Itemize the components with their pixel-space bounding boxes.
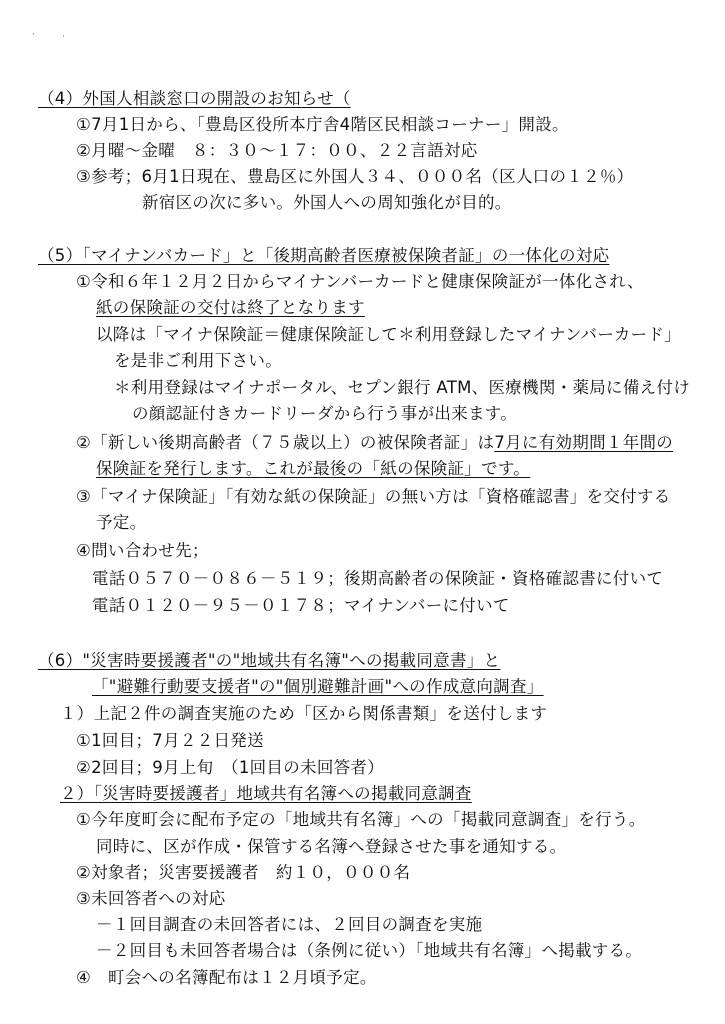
section-5-item-3: ③「マイナ保険証」「有効な紙の保険証」の無い方は「資格確認書」を交付する <box>76 487 671 506</box>
scan-mark: · <box>62 32 65 42</box>
section-5-item-2-text: ②「新しい後期高齢者（７５歳以上）の被保険者証」は <box>76 433 495 452</box>
section-5-item-1-notice: 紙の保険証の交付は終了となります <box>96 298 365 317</box>
section-6-heading-2: 「"避難行動要支援者"の"個別避難計画"への作成意向調査」 <box>92 677 544 696</box>
section-6-heading: （6）"災害時要援護者"の"地域共有名簿"への掲載同意書」と <box>38 651 501 670</box>
scan-mark: · <box>32 30 35 40</box>
section-4-heading: （4）外国人相談窓口の開設のお知らせ（ <box>38 89 351 108</box>
section-6-part-1-item-1: ①1回目；7月２２日発送 <box>76 731 264 750</box>
section-5-phone-1: 電話０５７０－０８６－５１９；後期高齢者の保険証・資格確認書に付いて <box>92 569 664 588</box>
section-5-item-2-final: これが最後の「紙の保険証」です。 <box>262 459 531 478</box>
section-5-item-2-issue: 保険証を発行します。 <box>96 459 263 478</box>
section-5-item-4: ④問い合わせ先； <box>76 541 209 560</box>
section-4-item-3: ③参考；6月1日現在、豊島区に外国人３４、０００名（区人口の１２％） <box>76 167 634 186</box>
section-5-item-1-note: ＊利用登録はマイナポータル、セプン銀行 ATM、医療機関・薬局に備え付け <box>114 378 691 397</box>
section-5-item-1-text-cont: を是非ご利用下さい。 <box>114 351 282 370</box>
section-5-item-1-text: 以降は「マイナ保険証＝健康保険証して＊利用登録したマイナンバーカード」 <box>96 325 682 344</box>
section-6-part-2-item-3-b: －２回目も未回答者場合は（条例に従い）「地域共有名簿」へ掲載する。 <box>96 941 643 960</box>
section-5-item-3-cont: 予定。 <box>96 513 147 532</box>
section-5-item-1: ①令和６年１２月２日からマイナンバーカードと健康保険証が一体化され、 <box>76 272 644 291</box>
section-5-item-1-note-cont: の顔認証付きカードリーダから行う事が出来ます。 <box>132 404 518 423</box>
section-4-item-2: ②月曜～金曜 ８：３０～１７：００、２２言語対応 <box>76 141 478 160</box>
section-6-part-2-item-3: ③未回答者への対応 <box>76 889 226 908</box>
section-6-part-2-item-1: ①今年度町会に配布予定の「地域共有名簿」への「掲載同意調査」を行う。 <box>76 810 646 829</box>
section-6-part-2-item-2: ②対象者；災害要援護者 約１０，０００名 <box>76 863 411 882</box>
section-6-part-1-item-2: ②2回目；9月上旬 （1回目の未回答者） <box>76 758 385 777</box>
section-5-heading: （5）「マイナンバカード」と「後期高齢者医療被保険者証」の一体化の対応 <box>38 246 610 265</box>
section-5-item-2-emphasis: 7月に有効期間１年間の <box>494 433 674 452</box>
section-5-item-2 <box>76 432 673 454</box>
section-4-item-1: ①7月1日から、「豊島区役所本庁舎4階区民相談コーナー」開設。 <box>76 115 569 134</box>
section-5-item-2-cont <box>96 458 530 480</box>
section-4-item-3-cont: 新宿区の次に多い。外国人への周知強化が目的。 <box>142 193 512 212</box>
section-6-part-1: １）上記２件の調査実施のため「区から関係書類」を送付します <box>60 704 548 723</box>
section-6-part-2-item-4: ④ 町会への名簿配布は１２月頃予定。 <box>76 968 377 987</box>
section-6-part-2-item-3-a: －１回目調査の未回答者には、２回目の調査を実施 <box>96 915 483 934</box>
section-6-part-2: ２）「災害時要援護者」地域共有名簿への掲載同意調査 <box>60 784 472 803</box>
section-5-phone-2: 電話０１２０－９５－０１７８；マイナンバーに付いて <box>92 596 510 615</box>
section-6-part-2-item-1-cont: 同時に、区が作成・保管する名簿へ登録させた事を通知する。 <box>96 837 567 856</box>
